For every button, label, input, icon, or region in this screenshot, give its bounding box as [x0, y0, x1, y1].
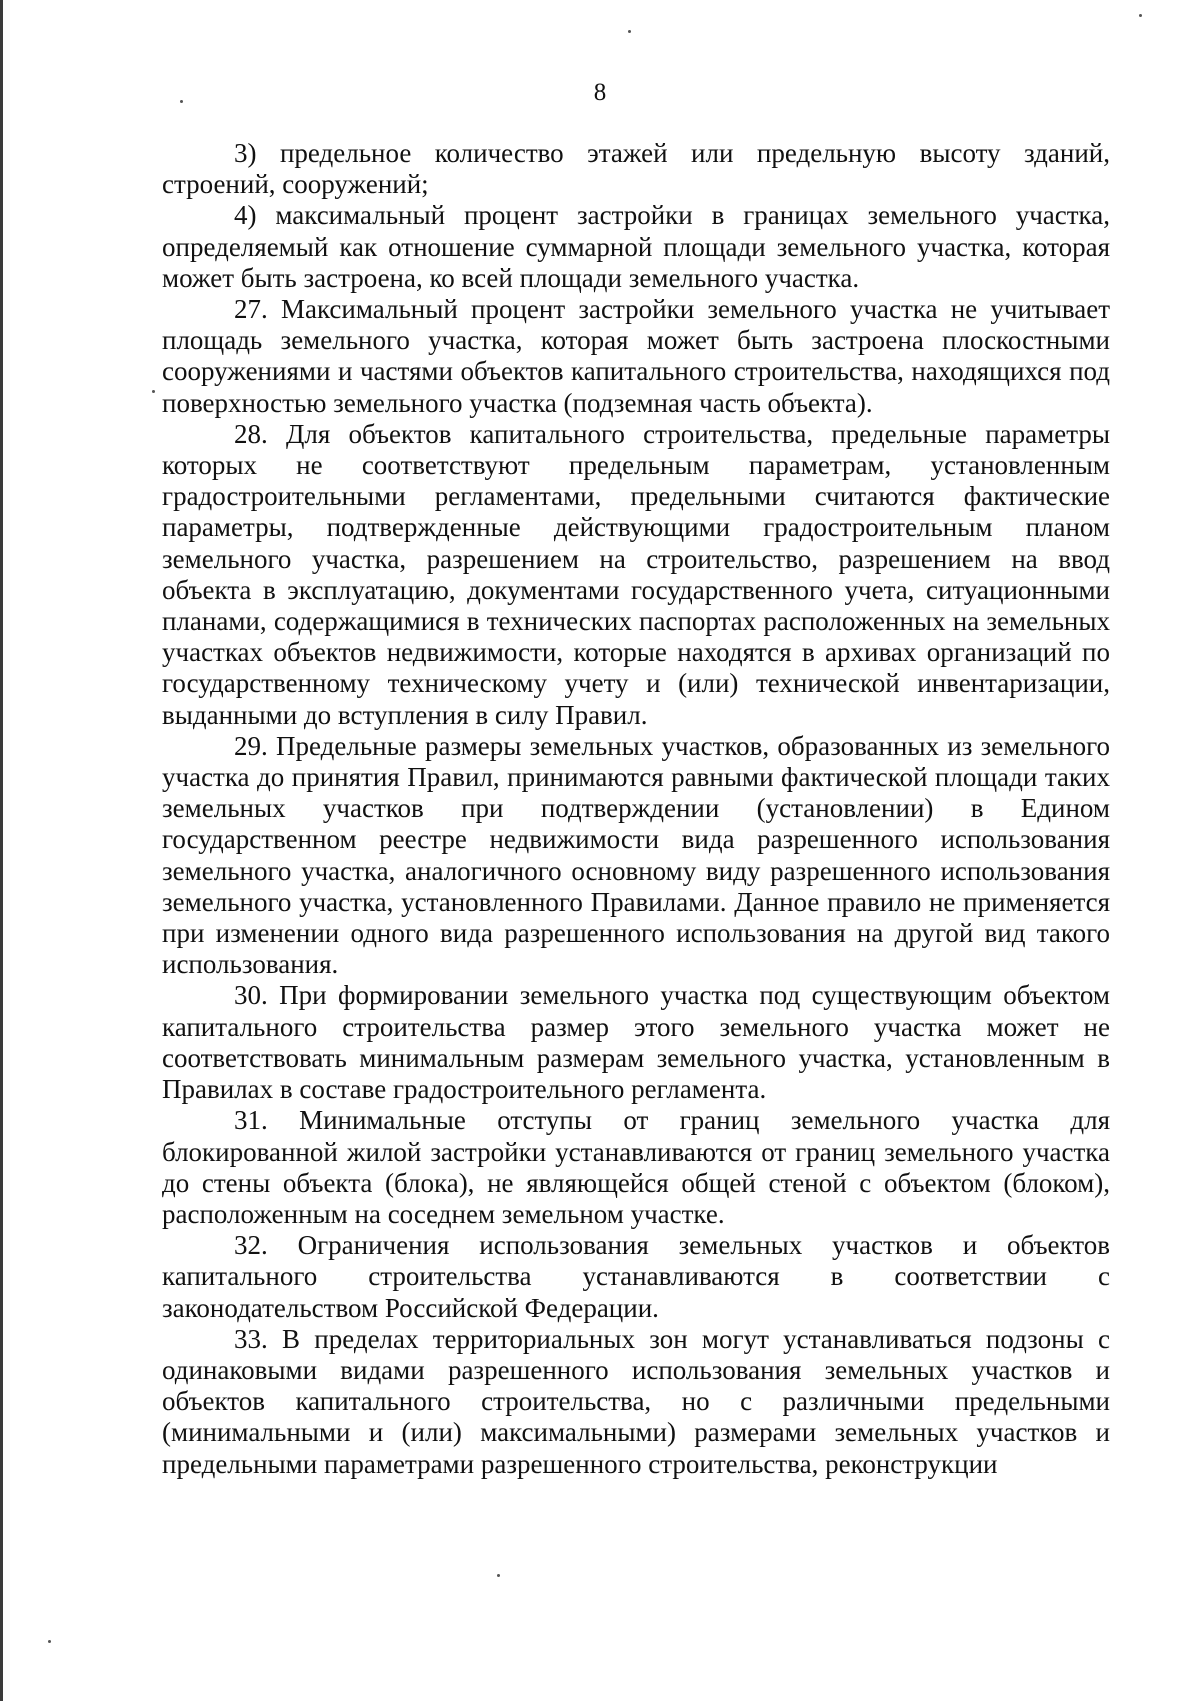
scan-speck [628, 30, 631, 33]
scan-speck [180, 100, 183, 103]
paragraph-31: 31. Минимальные отступы от границ земельного участка для блокированной жилой застройки устанавливаются от границ земельного участка до стены объекта (блока), не являющейся общей стеной с объектом (блоком), расположенным на соседнем земельном участке. [162, 1105, 1110, 1229]
paragraph-30: 30. При формировании земельного участка под существующим объектом капитального строительства размер этого земельного участка может не соответствовать минимальным размерам земельного участка, установленным в Правилах в составе градостроительного регламента. [162, 980, 1110, 1105]
page-number: 8 [593, 79, 607, 106]
paragraph-28: 28. Для объектов капитального строительства, предельные параметры которых не соответствуют предельным параметрам, установленным градостроительными регламентами, предельными считаются фактические параметры, подтвержденные действующими градостроительным планом земельного участка, разрешением на строительство, разрешением на ввод объекта в эксплуатацию, документами государственного учета, ситуационными планами, содержащимися в технических паспортах расположенных на земельных участках объектов недвижимости, которые находятся в архивах организаций по государственному техническому учету и (или) технической инвентаризации, выданными до вступления в силу Правил. [162, 418, 1110, 730]
scan-speck [48, 1640, 51, 1643]
paragraph-32: 32. Ограничения использования земельных участков и объектов капитального строительства устанавливаются в соответствии с законодательством Российской Федерации. [162, 1230, 1110, 1323]
paragraph-item-3: 3) предельное количество этажей или предельную высоту зданий, строений, сооружений; [162, 138, 1110, 200]
paragraph-33: 33. В пределах территориальных зон могут устанавливаться подзоны с одинаковыми видами разрешенного использования земельных участков и объектов капитального строительства, но с различными предельными (минимальными и (или) максимальными) размерами земельных участков и предельными параметрами разрешенного строительства, реконструкции [162, 1323, 1110, 1479]
paragraph-29: 29. Предельные размеры земельных участков, образованных из земельного участка до принятия Правил, принимаются равными фактической площади таких земельных участков при подтверждении (установлении) в Едином государственном реестре недвижимости вида разрешенного использования земельного участка, аналогичного основному виду разрешенного использования земельного участка, установленного Правилами. Данное правило не применяется при изменении одного вида разрешенного использования на другой вид такого использования. [162, 730, 1110, 980]
scan-edge [0, 0, 3, 1701]
paragraph-27: 27. Максимальный процент застройки земельного участка не учитывает площадь земельного участка, которая может быть застроена плоскостными сооружениями и частями объектов капитального строительства, находящихся под поверхностью земельного участка (подземная часть объекта). [162, 294, 1110, 418]
scan-speck [1139, 14, 1142, 17]
document-body [162, 138, 1110, 1480]
scan-speck [497, 1574, 500, 1577]
paragraph-item-4: 4) максимальный процент застройки в границах земельного участка, определяемый как отношение суммарной площади земельного участка, которая может быть застроена, ко всей площади земельного участка. [162, 200, 1110, 293]
scan-speck [152, 390, 155, 393]
